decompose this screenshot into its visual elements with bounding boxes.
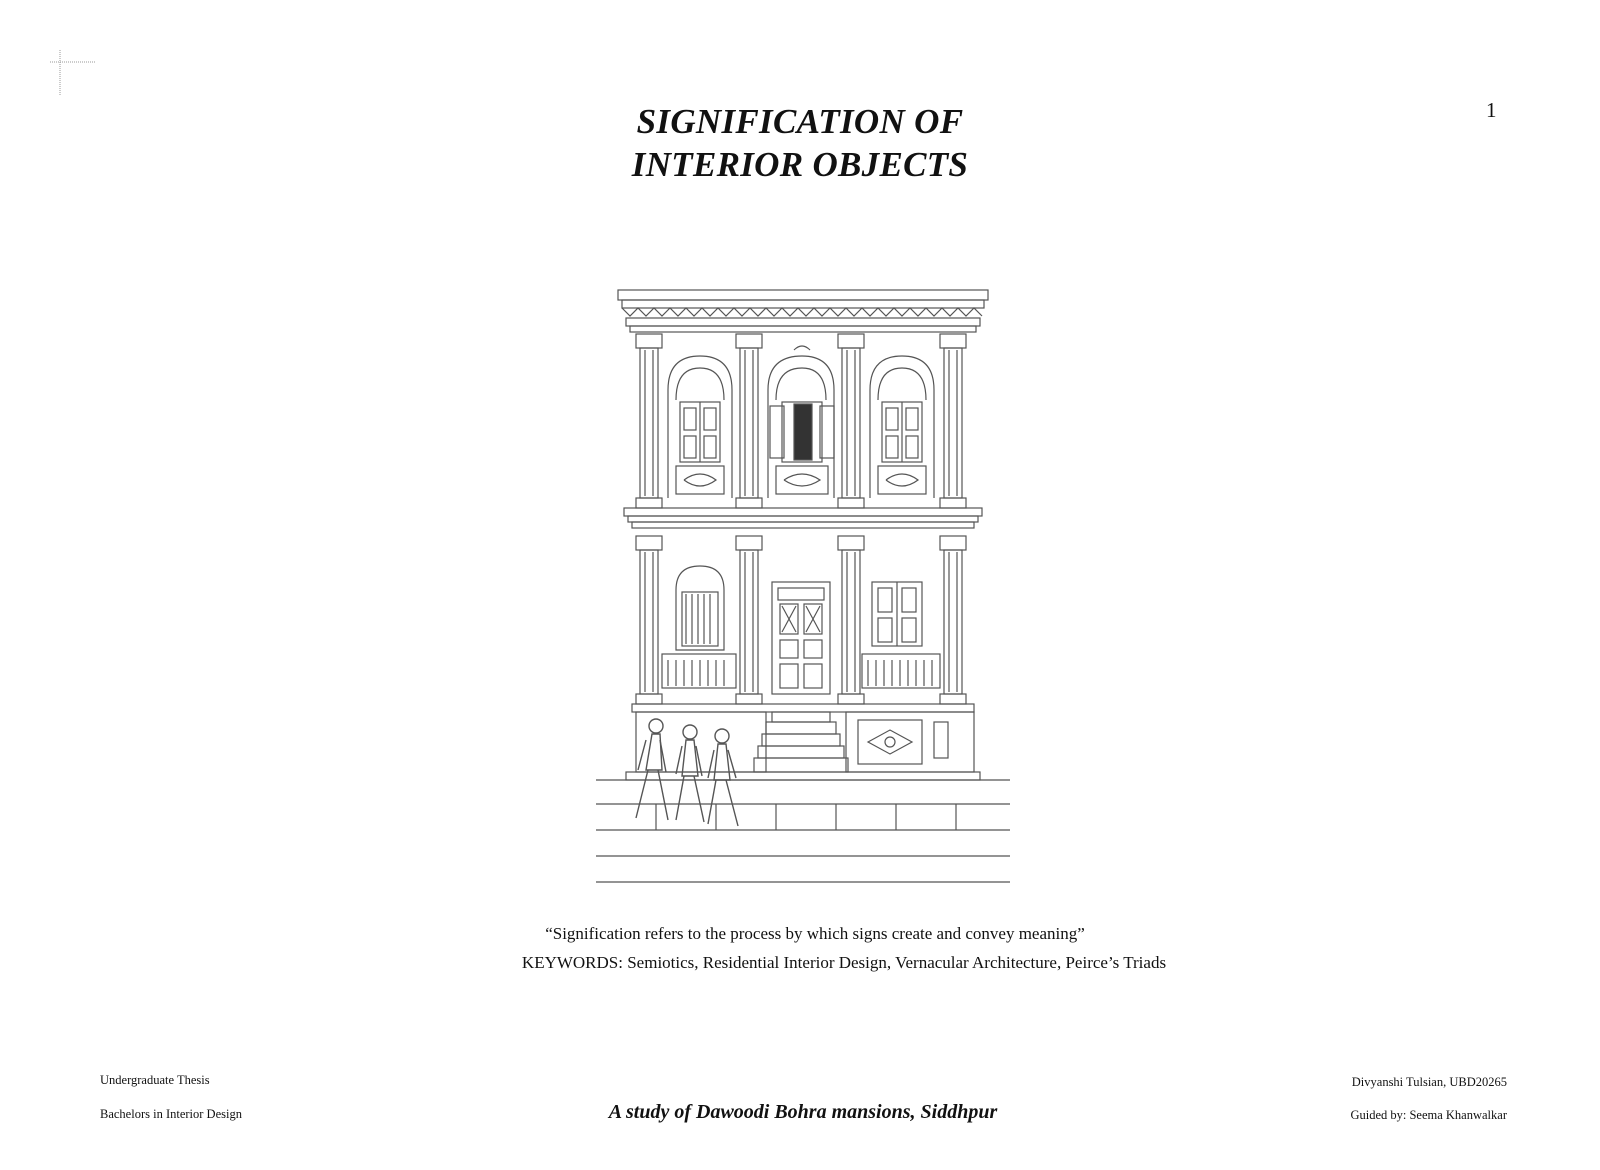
thesis-subtitle: A study of Dawoodi Bohra mansions, Siddhpur (608, 1101, 998, 1123)
footer-guide: Guided by: Seema Khanwalkar (1350, 1108, 1507, 1122)
mansion-facade-illustration (596, 270, 1010, 902)
title-line-2: INTERIOR OBJECTS (631, 145, 969, 184)
footer-degree: Bachelors in Interior Design (100, 1107, 242, 1121)
footer-thesis-type: Undergraduate Thesis (100, 1073, 210, 1087)
signification-quote: “Signification refers to the process by which signs create and convey meaning” (545, 924, 1085, 943)
title-line-1: SIGNIFICATION OF (636, 102, 964, 141)
footer-author: Divyanshi Tulsian, UBD20265 (1351, 1075, 1507, 1089)
crop-mark-icon (50, 50, 95, 95)
page-number: 1 (1486, 98, 1497, 122)
page-title (0, 100, 1600, 186)
keywords-line: KEYWORDS: Semiotics, Residential Interior Design, Vernacular Architecture, Peirce’s Triads (521, 953, 1167, 972)
